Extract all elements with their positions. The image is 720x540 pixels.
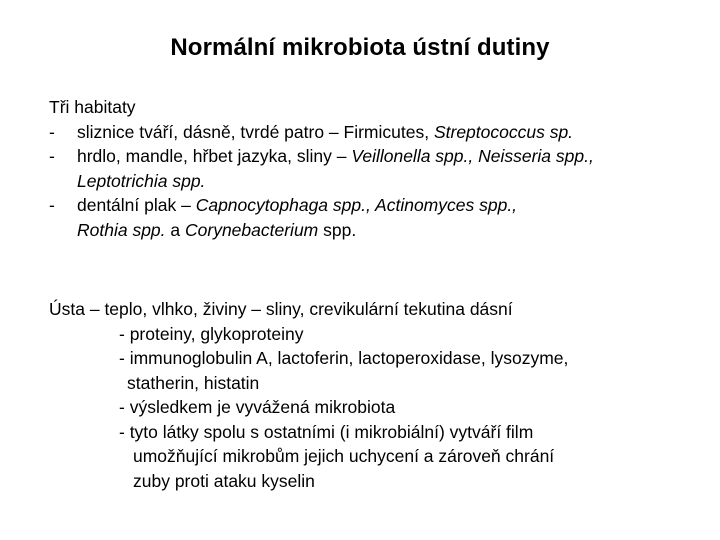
habitat-item-3-continuation	[49, 218, 714, 243]
habitat-item-3-italic-1: Capnocytophaga spp., Actinomyces spp.,	[195, 195, 518, 215]
mouth-sub-4-continuation-1: umožňující mikrobům jejich uchycení a zároveň chrání	[133, 446, 555, 466]
habitats-heading: Tři habitaty	[49, 97, 136, 117]
slide-title: Normální mikrobiota ústní dutiny	[170, 34, 550, 61]
habitat-item-3-end: spp.	[318, 219, 357, 240]
habitat-item-2-text: hrdlo, mandle, hřbet jazyka, sliny –	[77, 146, 352, 166]
habitat-item-3-italic-2: Rothia spp.	[77, 219, 166, 240]
mouth-sub-2: - immunoglobulin A, lactoferin, lactoperoxidase, lysozyme,	[119, 348, 569, 368]
mouth-heading: Ústa – teplo, vlhko, živiny – sliny, crevikulární tekutina dásní	[49, 299, 513, 319]
habitat-item-3	[49, 193, 714, 218]
habitat-item-3-mid: a	[165, 219, 185, 240]
bullet-dash: -	[49, 195, 55, 215]
mouth-sub-1: - proteiny, glykoproteiny	[119, 323, 304, 344]
habitats-section	[49, 95, 714, 242]
habitat-item-2-italic-1: Veillonella spp., Neisseria spp.,	[351, 146, 594, 166]
habitat-item-3-text: dentální plak –	[77, 195, 196, 215]
habitat-item-2	[49, 144, 714, 169]
mouth-sub-3: - výsledkem je vyvážená mikrobiota	[119, 397, 396, 417]
bullet-dash: -	[49, 121, 55, 142]
habitat-item-1	[49, 120, 714, 145]
habitat-item-1-italic: Streptococcus sp.	[433, 121, 574, 142]
mouth-sub-2-continuation: statherin, histatin	[127, 372, 260, 393]
mouth-sub-4: - tyto látky spolu s ostatními (i mikrobiální) vytváří film	[119, 421, 534, 442]
habitat-item-1-text: sliznice tváří, dásně, tvrdé patro – Firmicutes,	[77, 121, 434, 142]
mouth-section	[49, 297, 714, 493]
habitat-item-2-continuation: Leptotrichia spp.	[77, 170, 206, 191]
mouth-sub-4-continuation-2: zuby proti ataku kyselin	[133, 470, 315, 491]
bullet-dash: -	[49, 146, 55, 166]
habitat-item-3-italic-3: Corynebacterium	[185, 219, 319, 240]
